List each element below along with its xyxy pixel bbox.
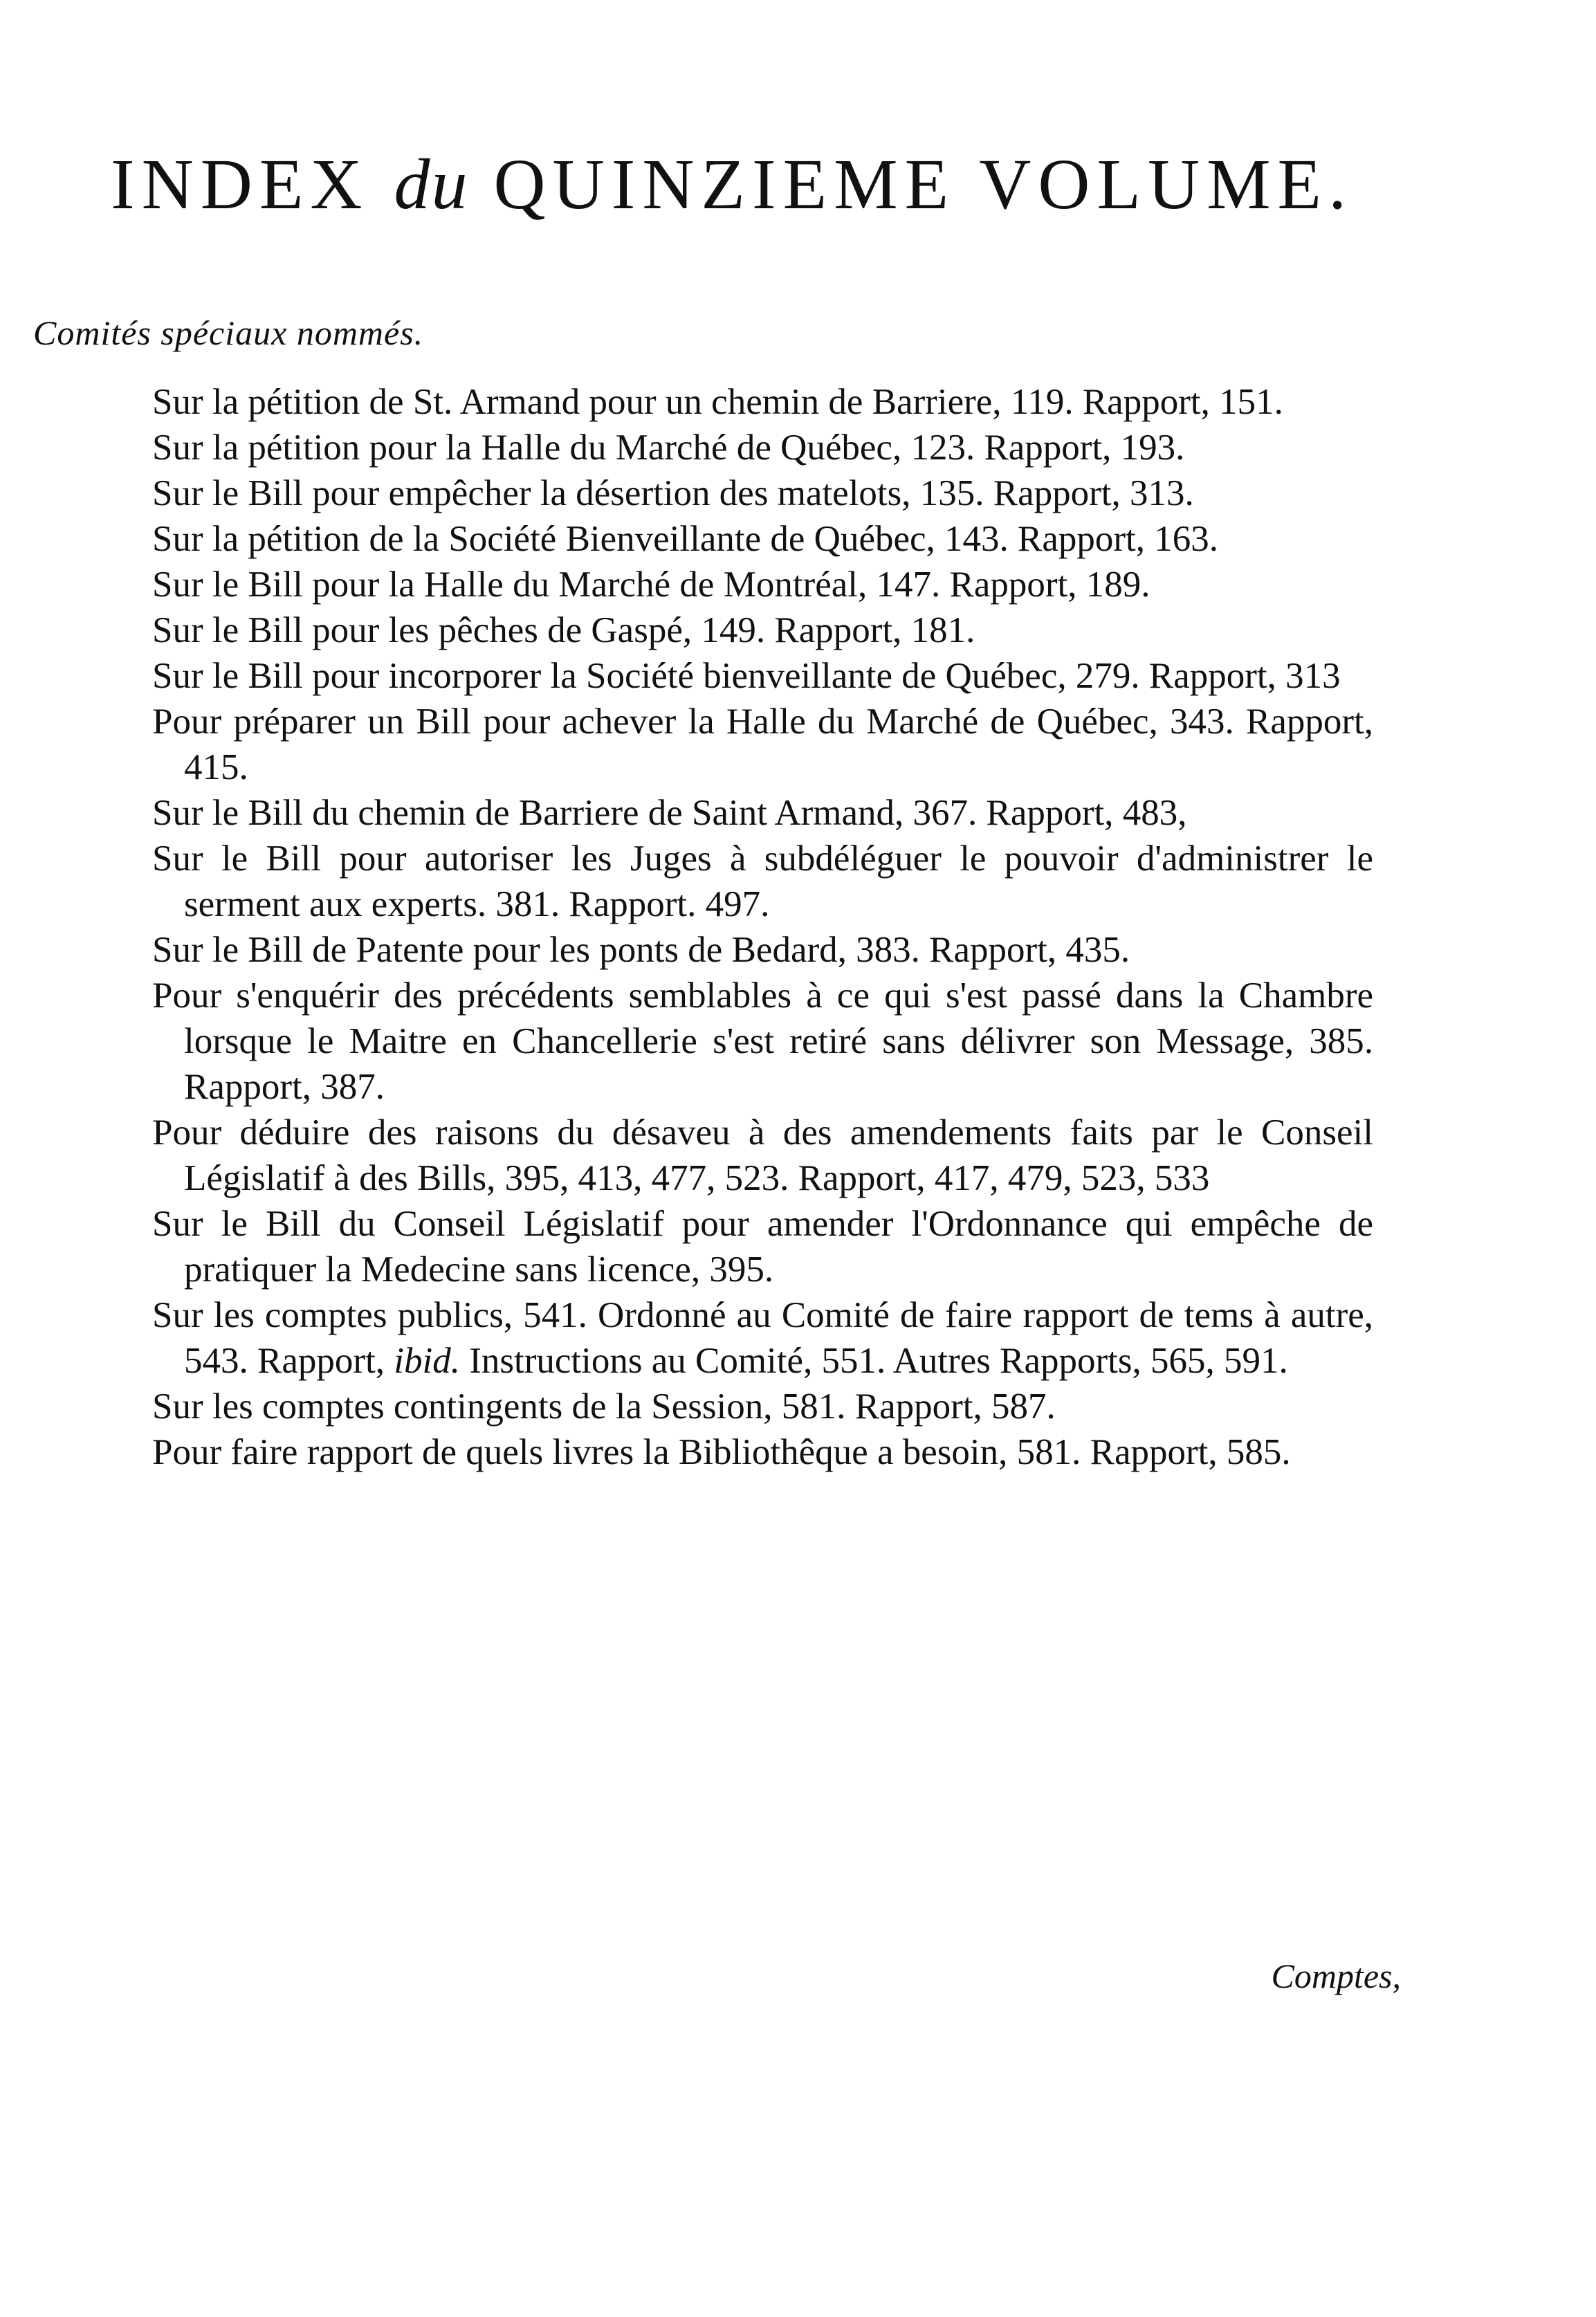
index-entry: Sur le Bill du chemin de Barriere de Saint Armand, 367. Rapport, 483, [152, 793, 1187, 833]
index-entry-list [152, 379, 1373, 1475]
index-entry: Sur le Bill du Conseil Législatif pour amender l'Ordonnance qui empêche de pratiquer la Medecine sans licence, 395. [152, 1204, 1373, 1290]
title-index: INDEX [111, 145, 369, 224]
index-entry: Pour préparer un Bill pour achever la Halle du Marché de Québec, 343. Rapport, 415. [152, 702, 1373, 787]
title-du: du [394, 145, 469, 224]
index-entry: Pour s'enquérir des précédents semblables à ce qui s'est passé dans la Chambre lorsque le Maitre en Chancellerie s'est retiré sans délivrer son Message, 385. Rapport, 387. [152, 976, 1373, 1107]
index-entry: Sur la pétition pour la Halle du Marché de Québec, 123. Rapport, 193. [152, 428, 1185, 468]
index-entry: Pour faire rapport de quels livres la Bibliothêque a besoin, 581. Rapport, 585. [152, 1432, 1291, 1472]
index-entry: Sur le Bill pour la Halle du Marché de Montréal, 147. Rapport, 189. [152, 565, 1150, 605]
index-entry: Sur la pétition de St. Armand pour un chemin de Barriere, 119. Rapport, 151. [152, 382, 1283, 422]
title-volume: QUINZIEME VOLUME. [493, 145, 1354, 224]
index-entry: Sur la pétition de la Société Bienveillante de Québec, 143. Rapport, 163. [152, 519, 1219, 559]
index-entry: Sur les comptes contingents de la Session, 581. Rapport, 587. [152, 1386, 1056, 1427]
entry-text: Sur les comptes publics, 541. Ordonné au Comité de faire rapport de tems à autre, 543. Rapport, [152, 1295, 1373, 1381]
index-entry: Sur le Bill pour autoriser les Juges à subdéléguer le pouvoir d'administrer le serment aux experts. 381. Rapport. 497. [152, 839, 1373, 924]
entry-text-rest: Instructions au Comité, 551. Autres Rapports, 565, 591. [469, 1341, 1288, 1381]
index-entry: Sur le Bill de Patente pour les ponts de Bedard, 383. Rapport, 435. [152, 930, 1130, 970]
index-entry: Sur le Bill pour incorporer la Société bienveillante de Québec, 279. Rapport, 313 [152, 656, 1341, 696]
catchword: Comptes, [1271, 1957, 1401, 1995]
index-entry [152, 1292, 1373, 1384]
section-heading: Comités spéciaux nommés. [33, 313, 424, 352]
index-entry: Sur le Bill pour empêcher la désertion des matelots, 135. Rapport, 313. [152, 473, 1194, 513]
index-entry: Sur le Bill pour les pêches de Gaspé, 149. Rapport, 181. [152, 610, 975, 650]
page-title [111, 145, 1354, 224]
index-entry: Pour déduire des raisons du désaveu à des amendements faits par le Conseil Législatif à des Bills, 395, 413, 477, 523. Rapport, 417, 479, 523, 533 [152, 1112, 1373, 1198]
entry-ibid: ibid. [394, 1341, 460, 1381]
